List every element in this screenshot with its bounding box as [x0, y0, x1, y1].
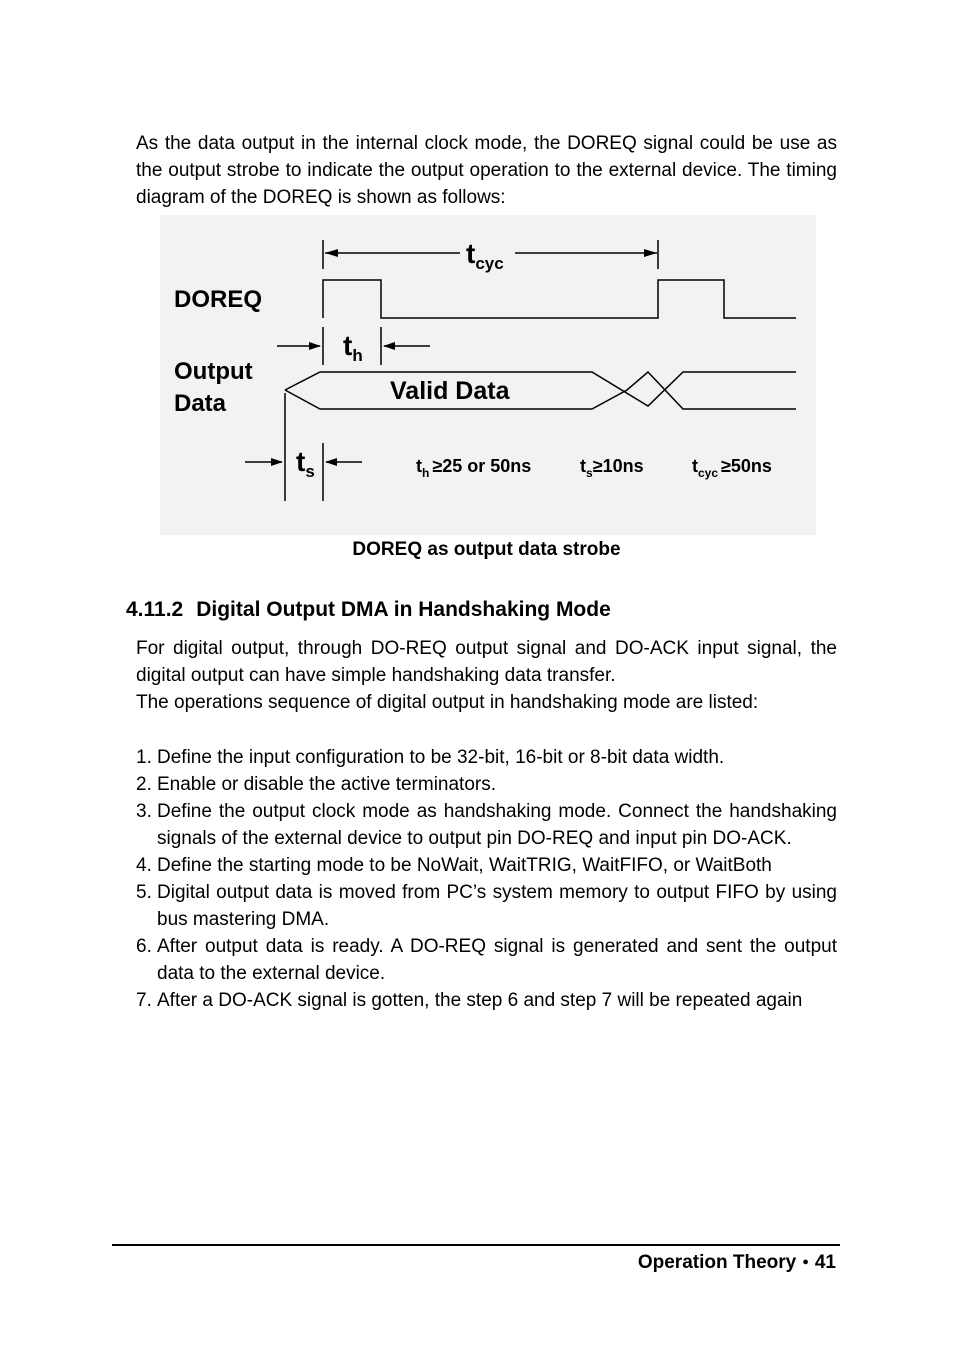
list-item	[136, 771, 837, 798]
footer-rule	[112, 1244, 840, 1246]
output-signal-label-line1: Output	[174, 358, 253, 385]
step-text: Define the input configuration to be 32-bit, 16-bit or 8-bit data width.	[157, 747, 725, 768]
step-number: 1.	[136, 747, 152, 768]
list-item	[136, 744, 837, 771]
th-label: $t_h$	[343, 330, 363, 365]
intro-paragraph: As the data output in the internal clock mode, the DOREQ signal could be use as the output strobe to indicate the output operation to the external device. The timing diagram of the DOREQ is shown as follows:	[136, 133, 837, 208]
step-number: 3.	[136, 801, 152, 822]
section-number: 4.11.2	[126, 598, 184, 621]
list-item	[136, 987, 837, 1014]
page-footer	[638, 1249, 836, 1276]
tcyc-label: $t_{cyc}$	[466, 238, 504, 273]
th-condition: $t_h \ge 25$ or 50ns	[416, 456, 532, 480]
step-number: 7.	[136, 990, 152, 1011]
list-item	[136, 798, 837, 852]
step-number: 5.	[136, 882, 152, 903]
section-heading	[126, 597, 611, 623]
step-text: After a DO-ACK signal is gotten, the step 6 and step 7 will be repeated again	[157, 990, 803, 1011]
section-title: Digital Output DMA in Handshaking Mode	[196, 598, 611, 621]
list-item	[136, 879, 837, 933]
step-text: Enable or disable the active terminators.	[157, 774, 497, 795]
body-line: The operations sequence of digital output in handshaking mode are listed:	[136, 692, 759, 713]
step-text: After output data is ready. A DO-REQ signal is generated and sent the output data to the external device.	[157, 936, 837, 984]
tcyc-condition: $t_{cyc} \ge 50ns$	[692, 456, 772, 480]
footer-section-name: Operation Theory	[637, 1252, 797, 1273]
figure-caption: DOREQ as output data strobe	[352, 539, 621, 560]
ts-label: $t_s$	[296, 446, 315, 481]
doreq-timing-diagram	[160, 215, 816, 535]
output-signal-label-line2: Data	[174, 390, 227, 417]
bullet-icon: ●	[802, 1256, 809, 1268]
steps-list	[136, 744, 837, 1014]
doreq-signal-label: DOREQ	[174, 286, 263, 313]
step-text: Define the starting mode to be NoWait, WaitTRIG, WaitFIFO, or WaitBoth	[157, 855, 772, 876]
list-item	[136, 852, 837, 879]
step-text: Digital output data is moved from PC’s system memory to output FIFO by using bus mastering DMA.	[157, 882, 837, 930]
step-text: Define the output clock mode as handshaking mode. Connect the handshaking signals of the external device to output pin DO-REQ and input pin DO-ACK.	[157, 801, 837, 849]
step-number: 6.	[136, 936, 152, 957]
body-paragraph: For digital output, through DO-REQ output signal and DO-ACK input signal, the digital output can have simple handshaking data transfer.	[136, 638, 837, 686]
list-item	[136, 933, 837, 987]
valid-data-label: Valid Data	[390, 377, 510, 405]
step-number: 2.	[136, 774, 152, 795]
page-number: 41	[814, 1252, 836, 1273]
step-number: 4.	[136, 855, 152, 876]
ts-condition: $t_s\ge 10ns$	[580, 456, 644, 480]
